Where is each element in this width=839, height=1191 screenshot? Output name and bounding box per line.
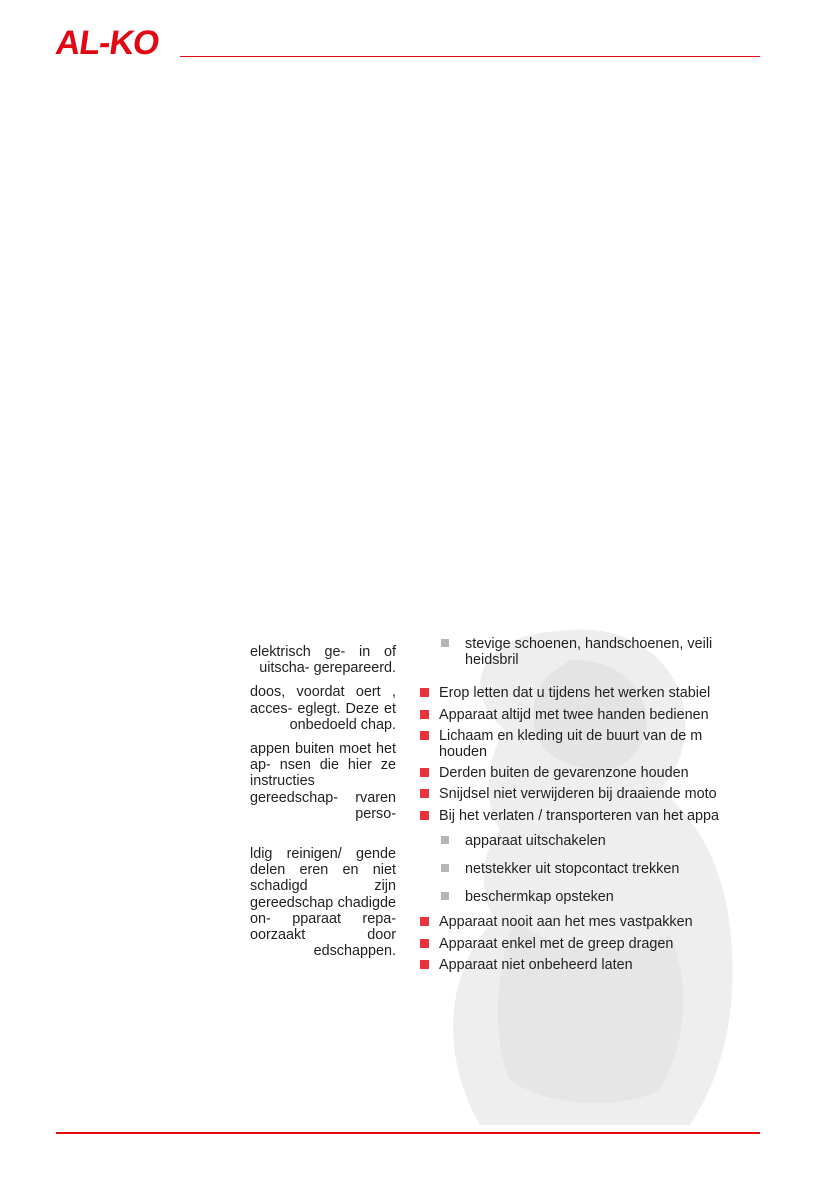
list-item — [420, 808, 726, 824]
red-square-bullet-icon — [420, 917, 429, 926]
list-subitem — [420, 861, 726, 877]
left-text-column — [250, 644, 396, 967]
list-item-text: beschermkap opsteken — [465, 889, 614, 906]
list-item — [420, 685, 726, 701]
left-paragraph: appen buiten moet het ap- nsen die hier ze instructies gereedschap- rvaren perso- — [250, 741, 396, 822]
footer-rule — [56, 1132, 760, 1134]
grey-square-bullet-icon — [441, 864, 449, 872]
list-item — [420, 786, 726, 802]
red-square-bullet-icon — [420, 688, 429, 697]
list-item-text: Bij het verlaten / transporteren van het appa — [439, 807, 719, 824]
list-item — [420, 707, 726, 723]
red-square-bullet-icon — [420, 811, 429, 820]
grey-square-bullet-icon — [441, 639, 449, 647]
red-square-bullet-icon — [420, 789, 429, 798]
red-square-bullet-icon — [420, 960, 429, 969]
list-item-text: apparaat uitschakelen — [465, 832, 606, 849]
list-item — [420, 936, 726, 952]
red-square-bullet-icon — [420, 710, 429, 719]
grey-square-bullet-icon — [441, 836, 449, 844]
list-item-text: Lichaam en kleding uit de buurt van de m houden — [439, 727, 703, 761]
list-item-text: stevige schoenen, handschoenen, veili heidsbril — [465, 636, 713, 669]
list-item-text: Apparaat altijd met twee handen bedienen — [439, 706, 709, 723]
red-square-bullet-icon — [420, 939, 429, 948]
list-item — [420, 765, 726, 781]
red-square-bullet-icon — [420, 768, 429, 777]
list-item — [420, 957, 726, 973]
list-item-text: Snijdsel niet verwijderen bij draaiende moto — [439, 786, 717, 803]
brand-logo: AL-KO — [53, 24, 162, 62]
left-paragraph: doos, voordat oert , acces- eglegt. Deze et onbedoeld chap. — [250, 684, 396, 733]
list-item-text: Apparaat niet onbeheerd laten — [439, 956, 633, 973]
red-square-bullet-icon — [420, 731, 429, 740]
header-rule — [180, 56, 760, 57]
list-item-text: Erop letten dat u tijdens het werken stabiel — [439, 685, 711, 702]
list-item — [420, 914, 726, 930]
list-subitem — [420, 889, 726, 905]
list-item — [420, 728, 726, 760]
list-subitem — [420, 636, 726, 668]
left-paragraph: ldig reinigen/ gende delen eren en niet schadigd zijn gereedschap chadigde on- pparaat repa- oorzaakt door edschappen. — [250, 846, 396, 960]
grey-square-bullet-icon — [441, 892, 449, 900]
list-item-text: Apparaat enkel met de greep dragen — [439, 935, 674, 952]
list-item-text: Apparaat nooit aan het mes vastpakken — [439, 914, 693, 931]
left-paragraph: elektrisch ge- in of uitscha- gerepareerd. — [250, 644, 396, 677]
list-subitem — [420, 833, 726, 849]
list-item-text: netstekker uit stopcontact trekken — [465, 861, 680, 878]
list-item-text: Derden buiten de gevarenzone houden — [439, 765, 689, 782]
safety-list — [420, 636, 726, 973]
